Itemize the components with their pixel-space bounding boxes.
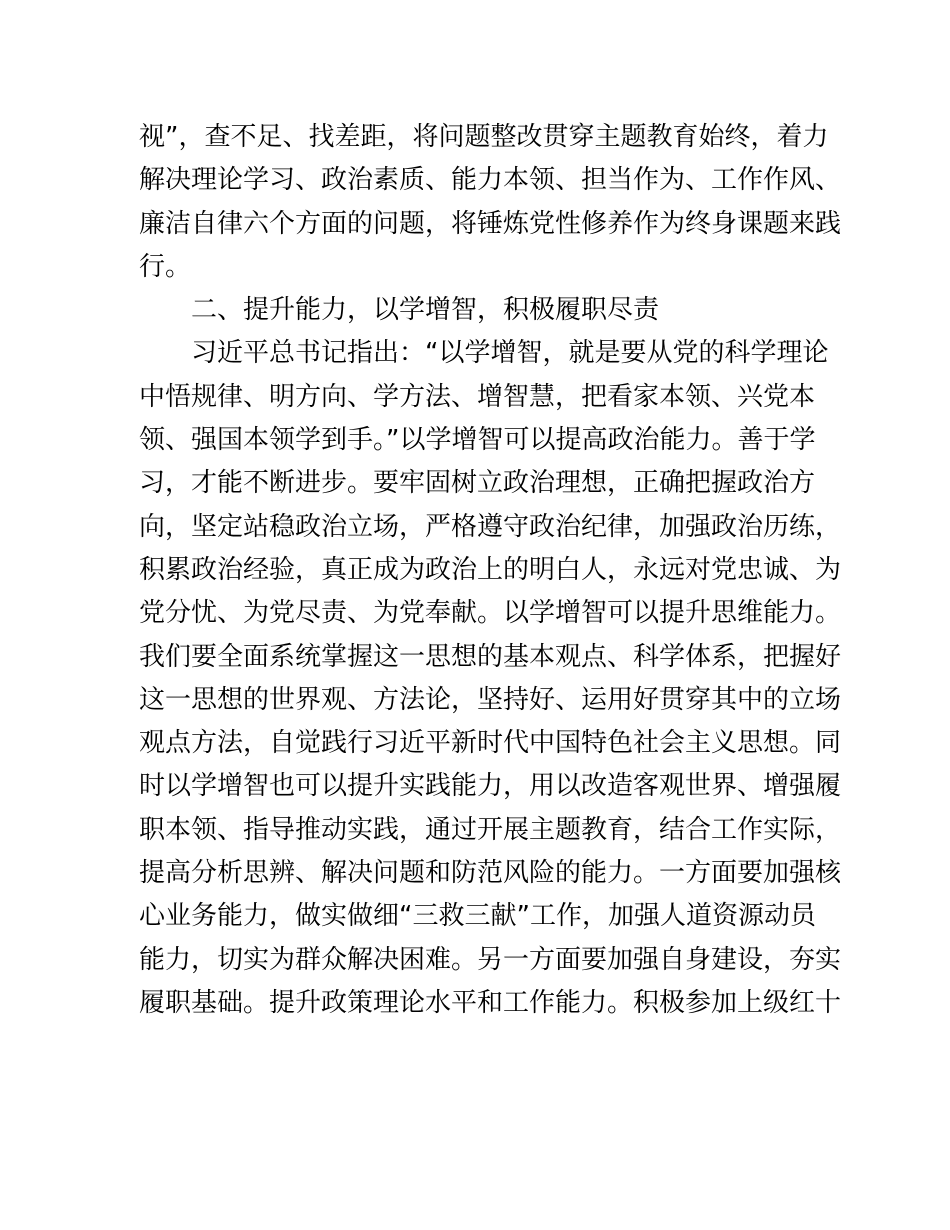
paragraph-line: 领、强国本领学到手。”以学增智可以提高政治能力。善于学	[139, 425, 816, 456]
paragraph-line: 职本领、指导推动实践，通过开展主题教育，结合工作实际，	[139, 814, 842, 845]
paragraph-line: 观点方法，自觉践行习近平新时代中国特色社会主义思想。同	[139, 728, 842, 759]
paragraph-line: 我们要全面系统掌握这一思想的基本观点、科学体系，把握好	[139, 641, 842, 672]
paragraph-line: 行。	[139, 251, 192, 282]
paragraph-line: 向，坚定站稳政治立场，严格遵守政治纪律，加强政治历练，	[139, 511, 842, 542]
paragraph-line: 履职基础。提升政策理论水平和工作能力。积极参加上级红十	[139, 987, 842, 1018]
paragraph-line: 中悟规律、明方向、学方法、增智慧，把看家本领、兴党本	[139, 381, 816, 412]
paragraph-line: 视”，查不足、找差距，将问题整改贯穿主题教育始终，着力	[139, 122, 829, 152]
paragraph-line: 习，才能不断进步。要牢固树立政治理想，正确把握政治方	[139, 468, 816, 499]
paragraph-line: 能力，切实为群众解决困难。另一方面要加强自身建设，夯实	[139, 944, 842, 975]
paragraph-line: 习近平总书记指出：“以学增智，就是要从党的科学理论	[191, 338, 829, 369]
paragraph-line: 心业务能力，做实做细“三救三献”工作，加强人道资源动员	[139, 901, 816, 932]
paragraph-line: 这一思想的世界观、方法论，坚持好、运用好贯穿其中的立场	[139, 684, 842, 715]
paragraph-line: 积累政治经验，真正成为政治上的明白人，永远对党忠诚、为	[139, 554, 842, 585]
paragraph-line: 党分忧、为党尽责、为党奉献。以学增智可以提升思维能力。	[139, 598, 842, 629]
paragraph-line: 解决理论学习、政治素质、能力本领、担当作为、工作作风、	[139, 165, 842, 196]
paragraph-line: 廉洁自律六个方面的问题，将锤炼党性修养作为终身课题来践	[139, 208, 842, 239]
body-text	[139, 116, 842, 1025]
section-heading: 二、提升能力，以学增智，积极履职尽责	[191, 295, 660, 326]
paragraph-line: 时以学增智也可以提升实践能力，用以改造客观世界、增强履	[139, 771, 842, 802]
paragraph-line: 提高分析思辨、解决问题和防范风险的能力。一方面要加强核	[139, 858, 842, 889]
